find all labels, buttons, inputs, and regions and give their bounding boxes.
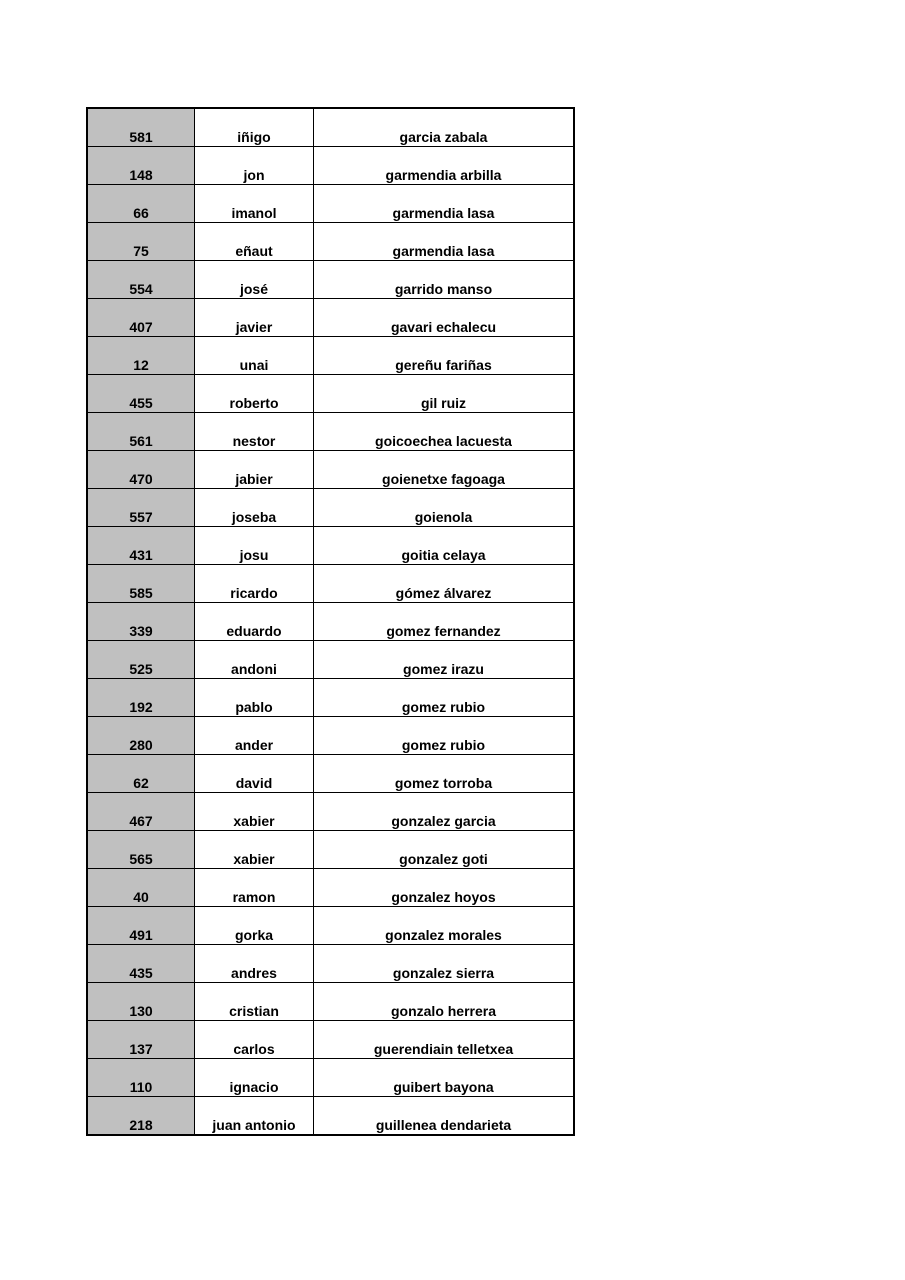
- number-cell: 470: [87, 451, 195, 489]
- number-cell: 62: [87, 755, 195, 793]
- first-name-cell: cristian: [195, 983, 314, 1021]
- last-name-cell: gereñu fariñas: [314, 337, 575, 375]
- last-name-cell: gonzalez sierra: [314, 945, 575, 983]
- first-name-cell: ramon: [195, 869, 314, 907]
- number-cell: 581: [87, 108, 195, 147]
- number-cell: 280: [87, 717, 195, 755]
- number-cell: 557: [87, 489, 195, 527]
- number-cell: 585: [87, 565, 195, 603]
- table-row: [87, 983, 574, 1021]
- table-row: [87, 831, 574, 869]
- number-cell: 554: [87, 261, 195, 299]
- last-name-cell: goienola: [314, 489, 575, 527]
- first-name-cell: gorka: [195, 907, 314, 945]
- first-name-cell: pablo: [195, 679, 314, 717]
- number-cell: 407: [87, 299, 195, 337]
- first-name-cell: eduardo: [195, 603, 314, 641]
- first-name-cell: xabier: [195, 793, 314, 831]
- table-row: [87, 527, 574, 565]
- table-row: [87, 261, 574, 299]
- table-row: [87, 185, 574, 223]
- table-row: [87, 451, 574, 489]
- last-name-cell: guibert bayona: [314, 1059, 575, 1097]
- number-cell: 40: [87, 869, 195, 907]
- first-name-cell: david: [195, 755, 314, 793]
- table-row: [87, 1021, 574, 1059]
- last-name-cell: gonzalez hoyos: [314, 869, 575, 907]
- first-name-cell: imanol: [195, 185, 314, 223]
- last-name-cell: garcia zabala: [314, 108, 575, 147]
- first-name-cell: andoni: [195, 641, 314, 679]
- first-name-cell: ander: [195, 717, 314, 755]
- table-row: [87, 147, 574, 185]
- table-row: [87, 489, 574, 527]
- last-name-cell: goicoechea lacuesta: [314, 413, 575, 451]
- number-cell: 339: [87, 603, 195, 641]
- last-name-cell: gomez irazu: [314, 641, 575, 679]
- table-row: [87, 413, 574, 451]
- table-row: [87, 641, 574, 679]
- last-name-cell: garmendia lasa: [314, 223, 575, 261]
- last-name-cell: gómez álvarez: [314, 565, 575, 603]
- first-name-cell: eñaut: [195, 223, 314, 261]
- first-name-cell: carlos: [195, 1021, 314, 1059]
- last-name-cell: gomez rubio: [314, 717, 575, 755]
- last-name-cell: gomez rubio: [314, 679, 575, 717]
- number-cell: 75: [87, 223, 195, 261]
- number-cell: 435: [87, 945, 195, 983]
- number-cell: 525: [87, 641, 195, 679]
- table-row: [87, 907, 574, 945]
- last-name-cell: gomez fernandez: [314, 603, 575, 641]
- number-cell: 455: [87, 375, 195, 413]
- number-cell: 66: [87, 185, 195, 223]
- table-row: [87, 869, 574, 907]
- number-cell: 218: [87, 1097, 195, 1136]
- first-name-cell: unai: [195, 337, 314, 375]
- last-name-cell: gavari echalecu: [314, 299, 575, 337]
- last-name-cell: gomez torroba: [314, 755, 575, 793]
- last-name-cell: goienetxe fagoaga: [314, 451, 575, 489]
- last-name-cell: gonzalo herrera: [314, 983, 575, 1021]
- table-row: [87, 603, 574, 641]
- first-name-cell: josé: [195, 261, 314, 299]
- table-row: [87, 679, 574, 717]
- table-row: [87, 337, 574, 375]
- first-name-cell: ignacio: [195, 1059, 314, 1097]
- table-row: [87, 945, 574, 983]
- first-name-cell: ricardo: [195, 565, 314, 603]
- table-body: [87, 108, 574, 1135]
- number-cell: 561: [87, 413, 195, 451]
- last-name-cell: garmendia arbilla: [314, 147, 575, 185]
- participant-table: [86, 107, 575, 1136]
- first-name-cell: juan antonio: [195, 1097, 314, 1136]
- table-row: [87, 755, 574, 793]
- number-cell: 130: [87, 983, 195, 1021]
- table-row: [87, 299, 574, 337]
- table-row: [87, 375, 574, 413]
- first-name-cell: iñigo: [195, 108, 314, 147]
- table-row: [87, 793, 574, 831]
- last-name-cell: garmendia lasa: [314, 185, 575, 223]
- table-row: [87, 1097, 574, 1136]
- number-cell: 12: [87, 337, 195, 375]
- number-cell: 110: [87, 1059, 195, 1097]
- last-name-cell: gil ruiz: [314, 375, 575, 413]
- last-name-cell: gonzalez goti: [314, 831, 575, 869]
- number-cell: 491: [87, 907, 195, 945]
- last-name-cell: goitia celaya: [314, 527, 575, 565]
- table-row: [87, 223, 574, 261]
- number-cell: 467: [87, 793, 195, 831]
- number-cell: 137: [87, 1021, 195, 1059]
- first-name-cell: jabier: [195, 451, 314, 489]
- number-cell: 431: [87, 527, 195, 565]
- number-cell: 565: [87, 831, 195, 869]
- first-name-cell: roberto: [195, 375, 314, 413]
- last-name-cell: guillenea dendarieta: [314, 1097, 575, 1136]
- last-name-cell: garrido manso: [314, 261, 575, 299]
- first-name-cell: xabier: [195, 831, 314, 869]
- first-name-cell: josu: [195, 527, 314, 565]
- first-name-cell: andres: [195, 945, 314, 983]
- first-name-cell: nestor: [195, 413, 314, 451]
- table-row: [87, 565, 574, 603]
- first-name-cell: jon: [195, 147, 314, 185]
- number-cell: 148: [87, 147, 195, 185]
- first-name-cell: javier: [195, 299, 314, 337]
- table-row: [87, 717, 574, 755]
- last-name-cell: gonzalez morales: [314, 907, 575, 945]
- first-name-cell: joseba: [195, 489, 314, 527]
- number-cell: 192: [87, 679, 195, 717]
- last-name-cell: guerendiain telletxea: [314, 1021, 575, 1059]
- table-row: [87, 1059, 574, 1097]
- table-row: [87, 108, 574, 147]
- last-name-cell: gonzalez garcia: [314, 793, 575, 831]
